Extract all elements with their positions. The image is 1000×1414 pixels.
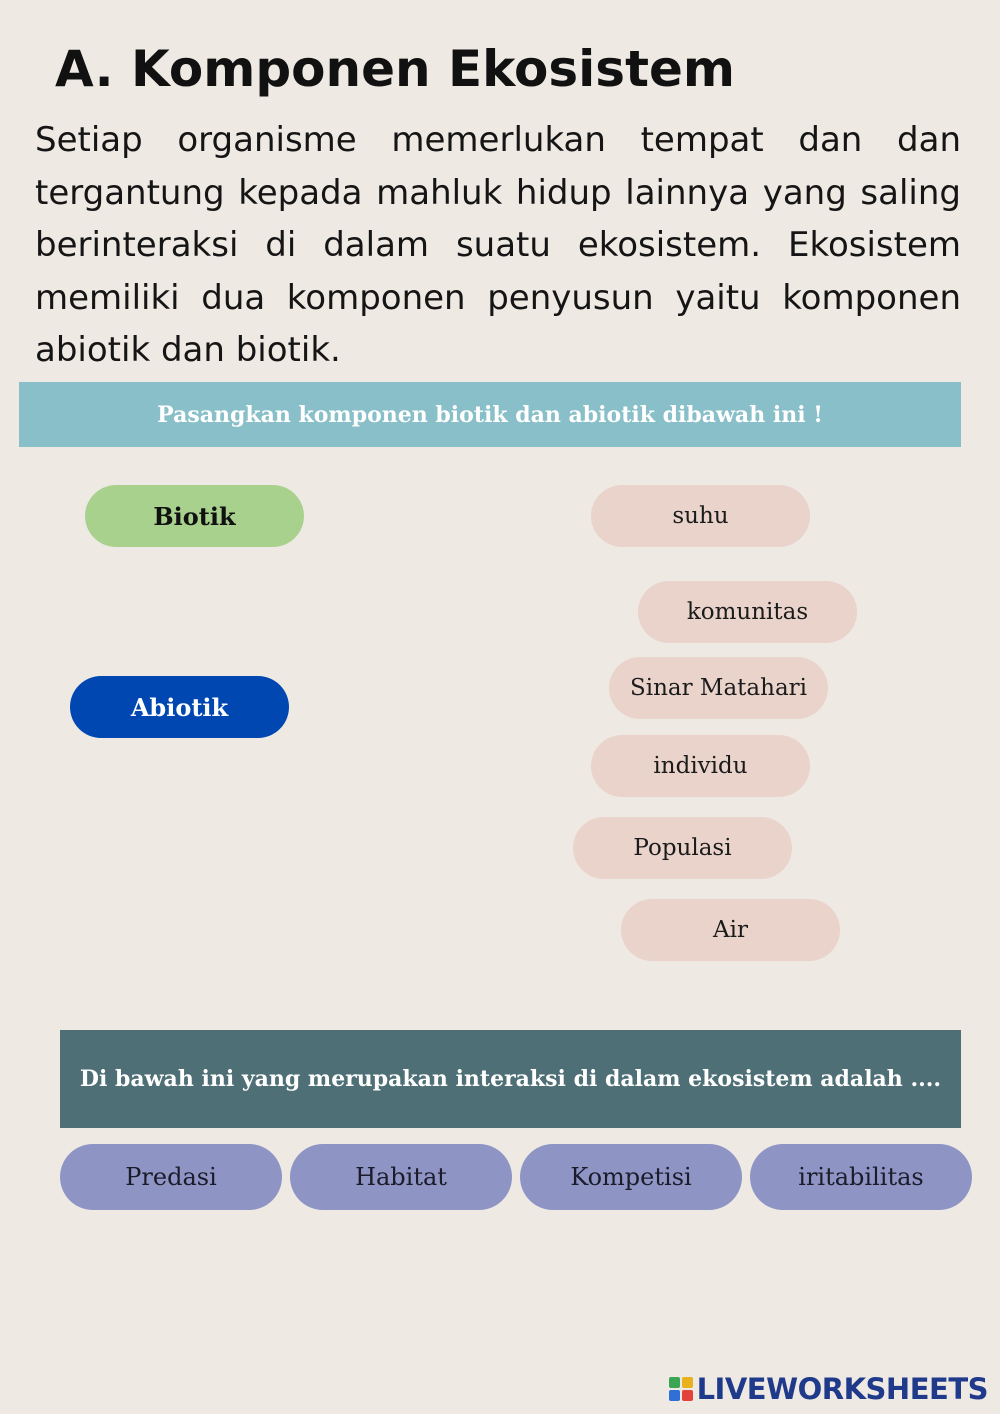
logo-text: LIVEWORKSHEETS xyxy=(696,1372,988,1406)
match-item-komunitas[interactable]: komunitas xyxy=(638,581,857,643)
intro-paragraph: Setiap organisme memerlukan tempat dan dan tergantung kepada mahluk hidup lainnya yang saling berinteraksi di dalam suatu ekosistem. Ekosistem memiliki dua komponen penyusun yaitu komponen abiotik dan biotik. xyxy=(35,120,961,370)
liveworksheets-logo xyxy=(669,1372,988,1406)
option-predasi[interactable]: Predasi xyxy=(60,1144,282,1210)
question-banner xyxy=(60,1030,961,1128)
option-iritabilitas[interactable]: iritabilitas xyxy=(750,1144,972,1210)
option-habitat[interactable]: Habitat xyxy=(290,1144,512,1210)
match-item-individu[interactable]: individu xyxy=(591,735,810,797)
matching-instruction: Pasangkan komponen biotik dan abiotik dibawah ini ! xyxy=(157,401,823,428)
match-item-suhu[interactable]: suhu xyxy=(591,485,810,547)
matching-instruction-banner xyxy=(19,382,961,447)
question-text: Di bawah ini yang merupakan interaksi di dalam ekosistem adalah .... xyxy=(79,1066,942,1092)
match-item-sinar-matahari[interactable]: Sinar Matahari xyxy=(609,657,828,719)
page-title: A. Komponen Ekosistem xyxy=(55,40,735,98)
category-abiotik[interactable]: Abiotik xyxy=(70,676,289,738)
match-item-populasi[interactable]: Populasi xyxy=(573,817,792,879)
category-biotik[interactable]: Biotik xyxy=(85,485,304,547)
liveworksheets-logo-icon xyxy=(669,1377,693,1401)
option-kompetisi[interactable]: Kompetisi xyxy=(520,1144,742,1210)
match-item-air[interactable]: Air xyxy=(621,899,840,961)
